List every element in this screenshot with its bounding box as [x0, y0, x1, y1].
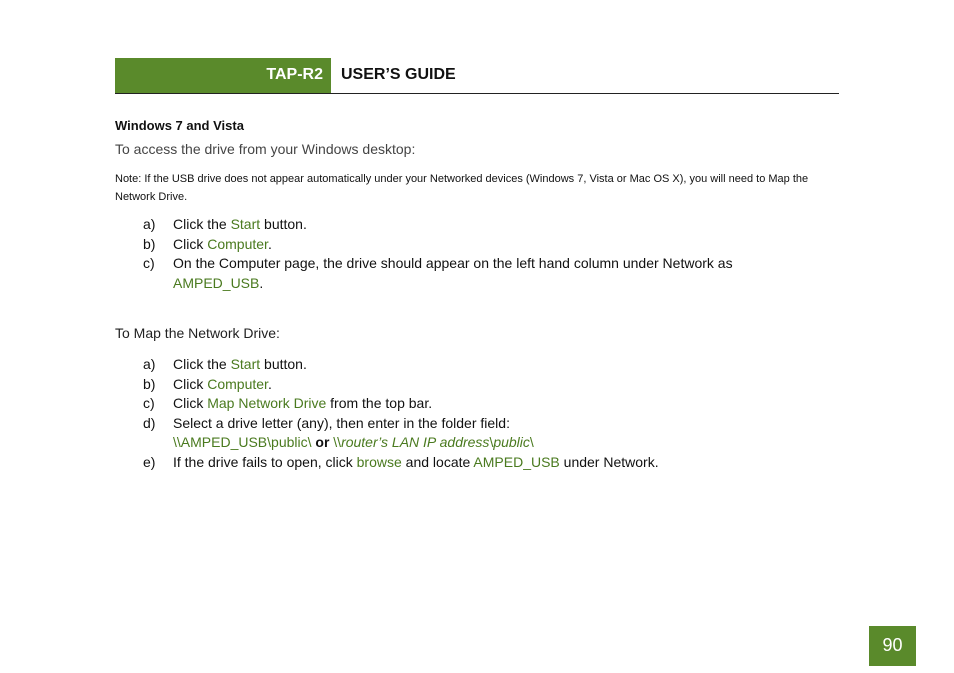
list-item: [143, 355, 843, 375]
list-marker: c): [143, 255, 155, 271]
list-item: [143, 394, 843, 414]
path-suffix: \: [529, 434, 534, 450]
step-text: from the top bar.: [326, 395, 433, 411]
note-text: Note: If the USB drive does not appear automatically under your Networked devices (Windows 7, Vista or Mac OS X), you will need to Map the Network Drive.: [115, 173, 809, 203]
map-network-drive-link[interactable]: Map Network Drive: [207, 395, 327, 411]
step-text: Click the: [173, 216, 231, 232]
folder-path-hostname: \\AMPED_USB\public\: [173, 434, 312, 450]
section-intro: To access the drive from your Windows desktop:: [115, 141, 416, 157]
step-text: Select a drive letter (any), then enter in the folder field:: [173, 414, 510, 431]
list-marker: e): [143, 453, 156, 470]
list-item: [143, 414, 843, 453]
header-product-bar: [115, 58, 331, 93]
computer-link[interactable]: Computer: [207, 375, 268, 392]
list-marker: a): [143, 356, 156, 372]
start-link[interactable]: Start: [230, 356, 261, 372]
step-text: Click: [173, 375, 208, 392]
step-text: .: [267, 375, 272, 392]
step-text: and locate: [401, 453, 474, 470]
path-separator: \: [489, 434, 494, 450]
list-item: [143, 215, 843, 235]
list-marker: c): [143, 395, 155, 411]
step-text: Click the: [173, 356, 231, 372]
path-ip-placeholder: router’s LAN IP address: [341, 434, 490, 450]
step-text: Click: [173, 395, 208, 411]
step-text: button.: [260, 356, 307, 372]
step-text: .: [267, 235, 272, 252]
header-divider: [115, 93, 839, 94]
step-text: On the Computer page, the drive should appear on the left hand column under Network as: [173, 255, 733, 271]
browse-link[interactable]: browse: [356, 453, 402, 470]
step-text: Click: [173, 235, 208, 252]
list-item: [143, 453, 843, 473]
or-text: or: [315, 434, 330, 450]
product-name: TAP-R2: [266, 66, 323, 83]
computer-link[interactable]: Computer: [207, 235, 268, 252]
list-marker: b): [143, 235, 156, 252]
page-number: 90: [869, 626, 916, 666]
section-heading: Windows 7 and Vista: [115, 118, 244, 133]
list-marker: d): [143, 414, 156, 431]
map-drive-intro: To Map the Network Drive:: [115, 325, 280, 341]
list-item: [143, 375, 843, 395]
path-share-name: public: [493, 434, 530, 450]
folder-path-ip: [333, 434, 534, 450]
start-link[interactable]: Start: [230, 216, 261, 232]
map-drive-steps-list: [143, 355, 843, 472]
guide-title: USER’S GUIDE: [341, 66, 456, 83]
step-text: .: [259, 274, 264, 291]
step-text: under Network.: [559, 453, 659, 470]
amped-usb-link[interactable]: AMPED_USB: [173, 274, 260, 291]
list-item: [143, 235, 843, 255]
step-text: button.: [260, 216, 307, 232]
list-marker: b): [143, 375, 156, 392]
list-item: [143, 254, 843, 293]
path-prefix: \\: [333, 434, 342, 450]
access-steps-list: [143, 215, 843, 293]
amped-usb-link[interactable]: AMPED_USB: [473, 453, 560, 470]
list-marker: a): [143, 216, 156, 232]
step-text: If the drive fails to open, click: [173, 453, 357, 470]
